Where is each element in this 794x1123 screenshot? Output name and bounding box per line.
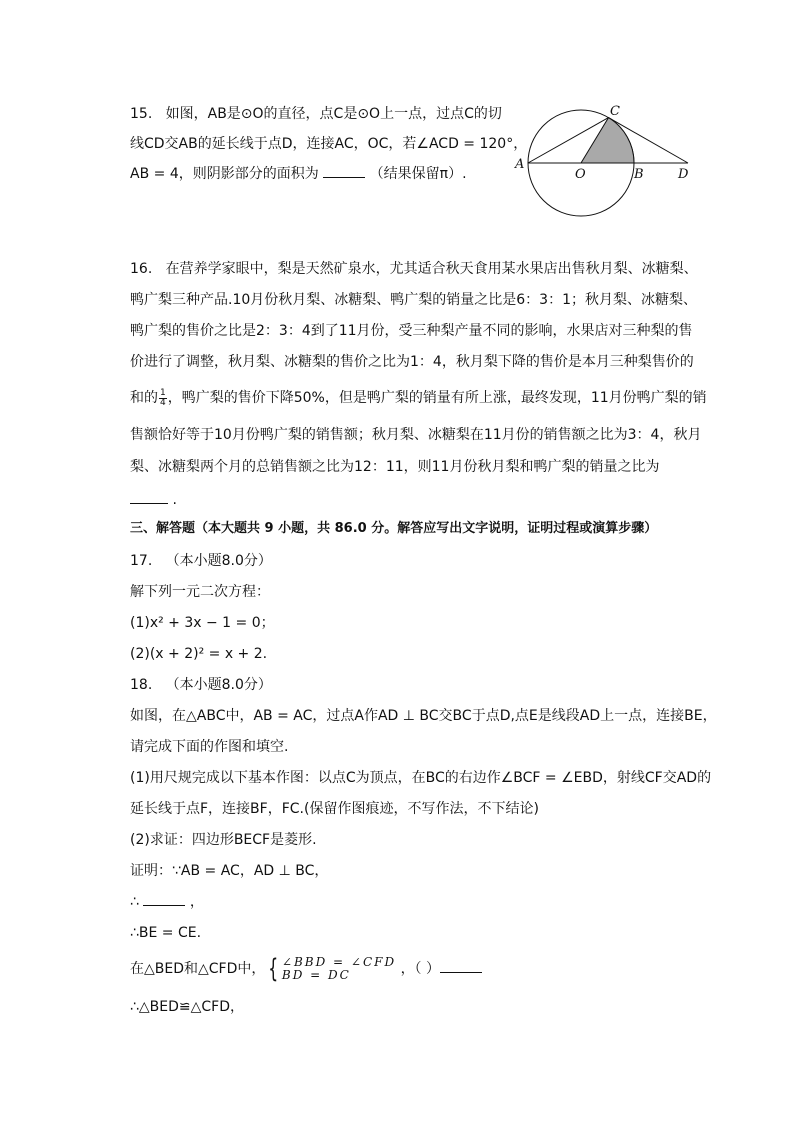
- q16-text-5b: ，鸭广梨的售价下降50%，但是鸭广梨的销量有所上涨，最终发现，11月份鸭广梨的销: [167, 390, 707, 406]
- q15-text-3b: （结果保留π）.: [369, 166, 467, 182]
- q16-line-8: [130, 490, 177, 510]
- q17-item-1: (1)x² + 3x − 1 = 0；: [130, 615, 275, 631]
- q15-figure: [512, 100, 702, 222]
- q16-text-5a: 和的: [130, 390, 158, 406]
- section-3-heading: 三、解答题（本大题共 9 小题，共 86.0 分。解答应写出文字说明，证明过程或演算步骤）: [130, 521, 658, 536]
- q17-score: （本小题8.0分）: [165, 553, 272, 569]
- therefore-symbol: ∴: [130, 894, 139, 910]
- q16-line-4: 价进行了调整，秋月梨、冰糖梨的售价之比为1：4，秋月梨下降的售价是本月三种梨售价的: [130, 354, 694, 370]
- q18-line-2: 请完成下面的作图和填空.: [130, 739, 289, 755]
- q18-comma: ，: [189, 894, 204, 910]
- q17-prompt: 解下列一元二次方程：: [130, 584, 270, 600]
- q16-line-1: [130, 259, 698, 279]
- q16-line-2: 鸭广梨三种产品.10月份秋月梨、冰糖梨、鸭广梨的销量之比是6：3：1；秋月梨、冰糖梨、: [130, 292, 697, 308]
- q16-number: 16.: [130, 261, 153, 277]
- q18-line-10: ∴△BED≌△CFD，: [130, 999, 245, 1015]
- q16-text-1: 在营养学家眼中，梨是天然矿泉水，尤其适合秋天食用某水果店出售秋月梨、冰糖梨、: [165, 261, 698, 277]
- q15-answer-blank: [323, 165, 365, 178]
- q18-heading: [130, 675, 272, 695]
- q18-score: （本小题8.0分）: [165, 677, 272, 693]
- q15-line-1: [130, 104, 502, 124]
- q15-text-1: 如图，AB是⊙O的直径，点C是⊙O上一点，过点C的切: [165, 106, 502, 122]
- q18-answer-blank-1: [143, 893, 185, 906]
- q16-line-3: 鸭广梨的售价之比是2：3：4到了11月份，受三种梨产量不同的影响，水果店对三种梨的售: [130, 323, 693, 339]
- q18-line-6: 证明：∵AB = AC，AD ⊥ BC，: [130, 863, 329, 879]
- label-c: C: [610, 104, 620, 119]
- system-line-2: BD = DC: [281, 968, 351, 982]
- q17-item-2: (2)(x + 2)² = x + 2.: [130, 646, 268, 662]
- shaded-sector: [581, 118, 634, 163]
- q15-number: 15.: [130, 106, 153, 122]
- label-o: O: [575, 167, 586, 182]
- label-b: B: [634, 167, 644, 182]
- q18-line-4: 延长线于点F，连接BF，FC.(保留作图痕迹，不写作法，不下结论): [130, 801, 539, 817]
- fraction-denominator: 4: [160, 397, 166, 408]
- fraction-numerator: 1: [160, 387, 166, 398]
- q18-line-7: [130, 892, 204, 912]
- q16-line-7: 梨、冰糖梨两个月的总销售额之比为12：11，则11月份秋月梨和鸭广梨的销量之比为: [130, 459, 660, 475]
- q18-line-1: 如图，在△ABC中，AB = AC，过点A作AD ⊥ BC交BC于点D,点E是线段AD上一点，连接BE，: [130, 708, 717, 724]
- system-brace: {: [268, 954, 279, 984]
- q15-text-3a: AB = 4，则阴影部分的面积为: [130, 166, 319, 182]
- q15-line-2: 线CD交AB的延长线于点D，连接AC，OC，若∠ACD = 120°，: [130, 136, 528, 152]
- q18-line-3: (1)用尺规完成以下基本作图：以点C为顶点，在BC的右边作∠BCF = ∠EBD，射线CF交AD的: [130, 770, 712, 786]
- system-line-1: ∠BBD = ∠CFD: [281, 955, 397, 969]
- q18-text-9b: ，（ ）: [400, 961, 441, 977]
- q18-number: 18.: [130, 677, 153, 693]
- q16-end-period: .: [172, 492, 177, 508]
- q16-answer-blank: [130, 491, 168, 504]
- label-d: D: [678, 167, 689, 182]
- q17-number: 17.: [130, 553, 153, 569]
- q16-line-5: [130, 388, 707, 408]
- q18-line-5: (2)求证：四边形BECF是菱形.: [130, 832, 317, 848]
- q16-line-6: 售额恰好等于10月份鸭广梨的销售额；秋月梨、冰糖梨在11月份的销售额之比为3：4，秋月: [130, 427, 702, 443]
- fraction-one-quarter: [159, 389, 167, 408]
- equation-system: [282, 956, 396, 982]
- q18-line-9: [130, 955, 482, 983]
- label-a: A: [515, 157, 525, 172]
- q18-answer-blank-2: [440, 960, 482, 973]
- q17-heading: [130, 551, 272, 571]
- q18-line-8: ∴BE = CE.: [130, 925, 202, 941]
- q18-text-9a: 在△BED和△CFD中，: [130, 961, 266, 977]
- q15-line-3: [130, 164, 467, 184]
